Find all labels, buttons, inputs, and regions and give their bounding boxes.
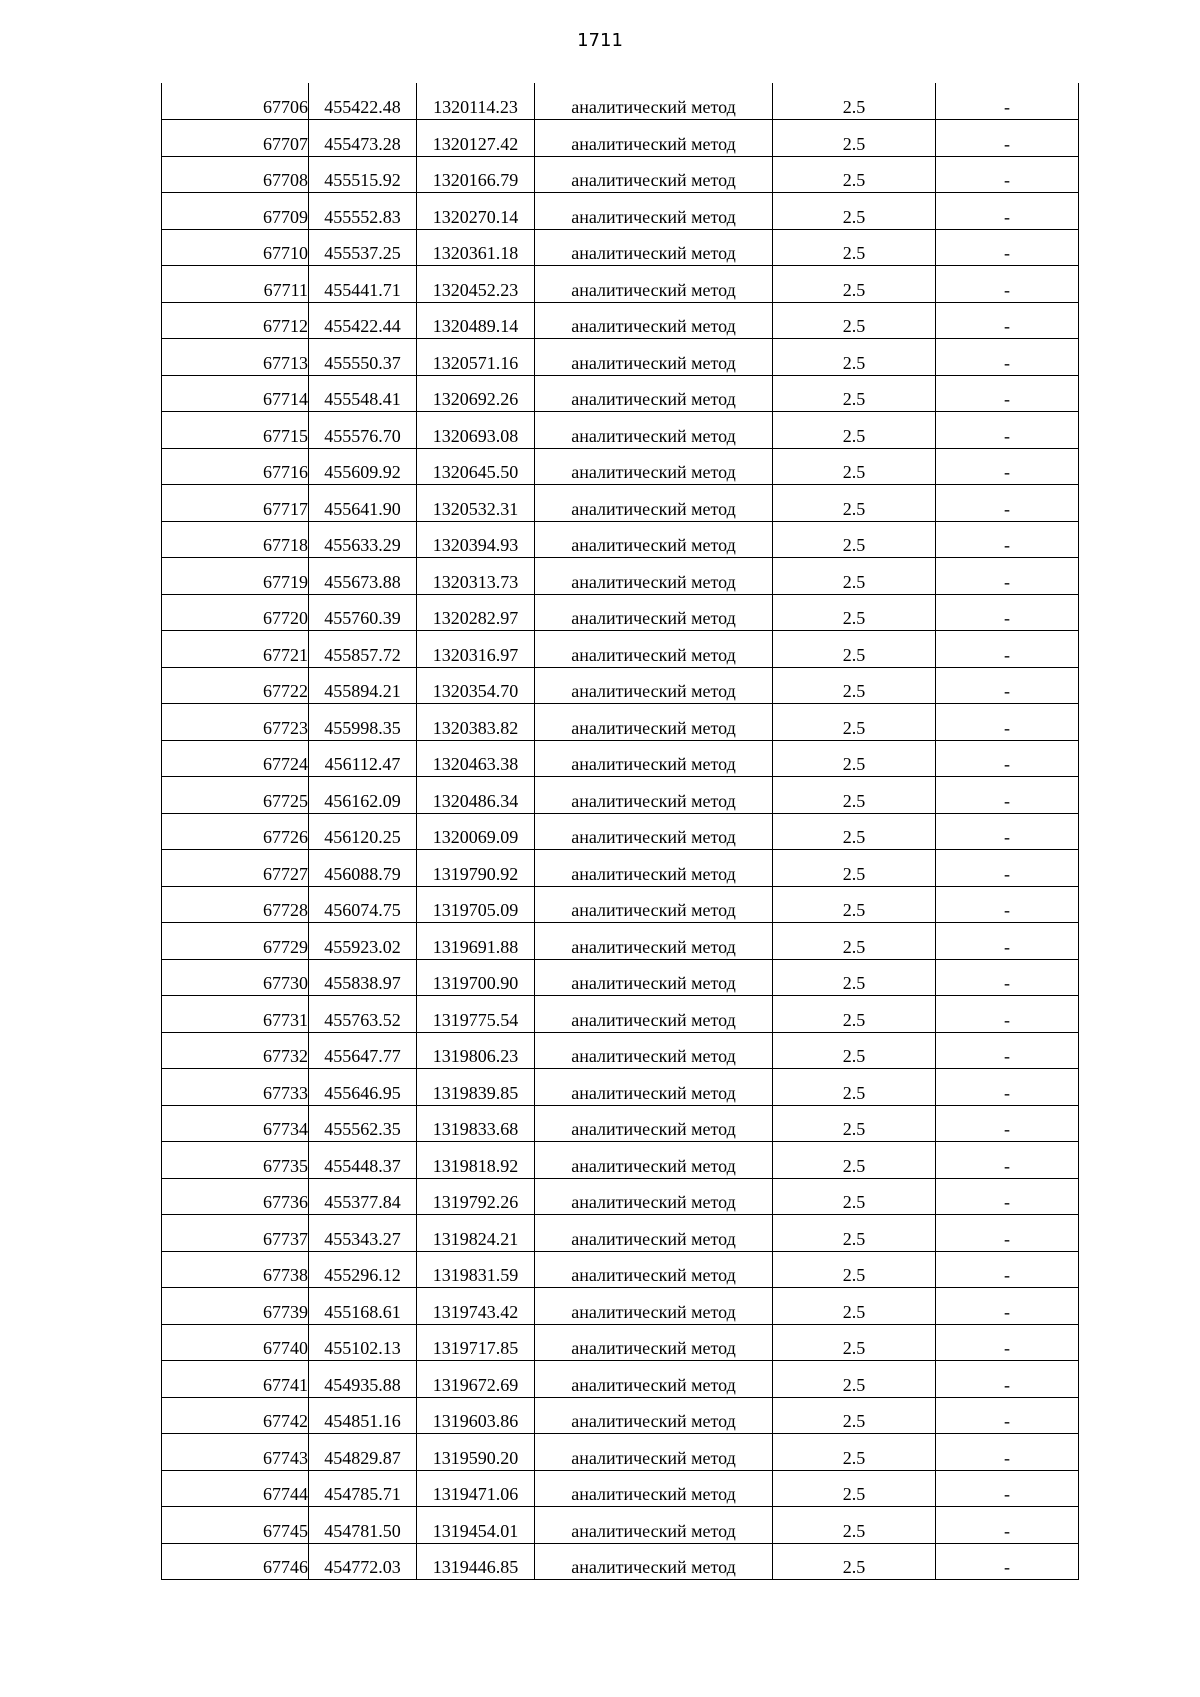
method-cell: аналитический метод	[535, 412, 773, 449]
accuracy-cell: 2.5	[773, 886, 936, 923]
note-cell: -	[936, 667, 1079, 704]
note-cell: -	[936, 594, 1079, 631]
method-cell: аналитический метод	[535, 1543, 773, 1580]
table-row	[162, 1105, 1079, 1142]
note-cell: -	[936, 631, 1079, 668]
note-cell: -	[936, 1470, 1079, 1507]
accuracy-cell: 2.5	[773, 1142, 936, 1179]
table-row	[162, 193, 1079, 230]
accuracy-cell: 2.5	[773, 704, 936, 741]
point-number-cell: 67728	[162, 886, 309, 923]
table-row	[162, 229, 1079, 266]
point-number-cell: 67711	[162, 266, 309, 303]
accuracy-cell: 2.5	[773, 1069, 936, 1106]
accuracy-cell: 2.5	[773, 996, 936, 1033]
y-coordinate-cell: 1319790.92	[417, 850, 535, 887]
table-row	[162, 1543, 1079, 1580]
table-row	[162, 1142, 1079, 1179]
table-row	[162, 886, 1079, 923]
method-cell: аналитический метод	[535, 667, 773, 704]
note-cell: -	[936, 1251, 1079, 1288]
y-coordinate-cell: 1320571.16	[417, 339, 535, 376]
y-coordinate-cell: 1320354.70	[417, 667, 535, 704]
note-cell: -	[936, 1361, 1079, 1398]
y-coordinate-cell: 1320489.14	[417, 302, 535, 339]
method-cell: аналитический метод	[535, 1288, 773, 1325]
note-cell: -	[936, 850, 1079, 887]
accuracy-cell: 2.5	[773, 120, 936, 157]
table-row	[162, 375, 1079, 412]
point-number-cell: 67737	[162, 1215, 309, 1252]
note-cell: -	[936, 485, 1079, 522]
note-cell: -	[936, 886, 1079, 923]
x-coordinate-cell: 455102.13	[309, 1324, 417, 1361]
x-coordinate-cell: 455673.88	[309, 558, 417, 595]
accuracy-cell: 2.5	[773, 813, 936, 850]
accuracy-cell: 2.5	[773, 1361, 936, 1398]
method-cell: аналитический метод	[535, 777, 773, 814]
accuracy-cell: 2.5	[773, 375, 936, 412]
accuracy-cell: 2.5	[773, 631, 936, 668]
y-coordinate-cell: 1320452.23	[417, 266, 535, 303]
method-cell: аналитический метод	[535, 1178, 773, 1215]
x-coordinate-cell: 456088.79	[309, 850, 417, 887]
method-cell: аналитический метод	[535, 631, 773, 668]
method-cell: аналитический метод	[535, 558, 773, 595]
table-row	[162, 558, 1079, 595]
y-coordinate-cell: 1320114.23	[417, 83, 535, 120]
y-coordinate-cell: 1319775.54	[417, 996, 535, 1033]
accuracy-cell: 2.5	[773, 1178, 936, 1215]
table-row	[162, 521, 1079, 558]
accuracy-cell: 2.5	[773, 266, 936, 303]
x-coordinate-cell: 454781.50	[309, 1507, 417, 1544]
point-number-cell: 67726	[162, 813, 309, 850]
note-cell: -	[936, 83, 1079, 120]
method-cell: аналитический метод	[535, 1507, 773, 1544]
y-coordinate-cell: 1319705.09	[417, 886, 535, 923]
y-coordinate-cell: 1320486.34	[417, 777, 535, 814]
note-cell: -	[936, 1215, 1079, 1252]
method-cell: аналитический метод	[535, 302, 773, 339]
accuracy-cell: 2.5	[773, 1105, 936, 1142]
accuracy-cell: 2.5	[773, 850, 936, 887]
method-cell: аналитический метод	[535, 448, 773, 485]
method-cell: аналитический метод	[535, 83, 773, 120]
point-number-cell: 67735	[162, 1142, 309, 1179]
point-number-cell: 67708	[162, 156, 309, 193]
y-coordinate-cell: 1319590.20	[417, 1434, 535, 1471]
point-number-cell: 67720	[162, 594, 309, 631]
table-row	[162, 1069, 1079, 1106]
point-number-cell: 67736	[162, 1178, 309, 1215]
x-coordinate-cell: 454851.16	[309, 1397, 417, 1434]
y-coordinate-cell: 1319471.06	[417, 1470, 535, 1507]
method-cell: аналитический метод	[535, 229, 773, 266]
point-number-cell: 67714	[162, 375, 309, 412]
accuracy-cell: 2.5	[773, 412, 936, 449]
table-row	[162, 302, 1079, 339]
y-coordinate-cell: 1320693.08	[417, 412, 535, 449]
x-coordinate-cell: 455562.35	[309, 1105, 417, 1142]
table-row	[162, 959, 1079, 996]
table-row	[162, 1397, 1079, 1434]
x-coordinate-cell: 455641.90	[309, 485, 417, 522]
accuracy-cell: 2.5	[773, 302, 936, 339]
accuracy-cell: 2.5	[773, 229, 936, 266]
method-cell: аналитический метод	[535, 485, 773, 522]
method-cell: аналитический метод	[535, 521, 773, 558]
table-row	[162, 777, 1079, 814]
x-coordinate-cell: 455550.37	[309, 339, 417, 376]
x-coordinate-cell: 454935.88	[309, 1361, 417, 1398]
accuracy-cell: 2.5	[773, 83, 936, 120]
x-coordinate-cell: 455448.37	[309, 1142, 417, 1179]
method-cell: аналитический метод	[535, 1032, 773, 1069]
note-cell: -	[936, 1178, 1079, 1215]
table-row	[162, 83, 1079, 120]
accuracy-cell: 2.5	[773, 594, 936, 631]
x-coordinate-cell: 455296.12	[309, 1251, 417, 1288]
point-number-cell: 67738	[162, 1251, 309, 1288]
accuracy-cell: 2.5	[773, 193, 936, 230]
accuracy-cell: 2.5	[773, 558, 936, 595]
y-coordinate-cell: 1320166.79	[417, 156, 535, 193]
table-row	[162, 1288, 1079, 1325]
note-cell: -	[936, 1105, 1079, 1142]
note-cell: -	[936, 120, 1079, 157]
y-coordinate-cell: 1319454.01	[417, 1507, 535, 1544]
point-number-cell: 67712	[162, 302, 309, 339]
x-coordinate-cell: 455633.29	[309, 521, 417, 558]
table-row	[162, 485, 1079, 522]
point-number-cell: 67741	[162, 1361, 309, 1398]
table-row	[162, 594, 1079, 631]
method-cell: аналитический метод	[535, 594, 773, 631]
method-cell: аналитический метод	[535, 886, 773, 923]
x-coordinate-cell: 455646.95	[309, 1069, 417, 1106]
coordinates-table	[161, 83, 1079, 1580]
note-cell: -	[936, 1032, 1079, 1069]
method-cell: аналитический метод	[535, 375, 773, 412]
y-coordinate-cell: 1320069.09	[417, 813, 535, 850]
point-number-cell: 67730	[162, 959, 309, 996]
y-coordinate-cell: 1320394.93	[417, 521, 535, 558]
method-cell: аналитический метод	[535, 120, 773, 157]
y-coordinate-cell: 1320361.18	[417, 229, 535, 266]
accuracy-cell: 2.5	[773, 1251, 936, 1288]
note-cell: -	[936, 1142, 1079, 1179]
accuracy-cell: 2.5	[773, 667, 936, 704]
y-coordinate-cell: 1320313.73	[417, 558, 535, 595]
point-number-cell: 67724	[162, 740, 309, 777]
point-number-cell: 67733	[162, 1069, 309, 1106]
point-number-cell: 67732	[162, 1032, 309, 1069]
method-cell: аналитический метод	[535, 1215, 773, 1252]
note-cell: -	[936, 740, 1079, 777]
table-row	[162, 813, 1079, 850]
accuracy-cell: 2.5	[773, 1032, 936, 1069]
method-cell: аналитический метод	[535, 193, 773, 230]
note-cell: -	[936, 704, 1079, 741]
point-number-cell: 67739	[162, 1288, 309, 1325]
table-row	[162, 156, 1079, 193]
table-row	[162, 996, 1079, 1033]
table-row	[162, 740, 1079, 777]
x-coordinate-cell: 455647.77	[309, 1032, 417, 1069]
point-number-cell: 67727	[162, 850, 309, 887]
method-cell: аналитический метод	[535, 266, 773, 303]
note-cell: -	[936, 1069, 1079, 1106]
x-coordinate-cell: 454772.03	[309, 1543, 417, 1580]
method-cell: аналитический метод	[535, 959, 773, 996]
x-coordinate-cell: 456162.09	[309, 777, 417, 814]
table-row	[162, 1251, 1079, 1288]
x-coordinate-cell: 455923.02	[309, 923, 417, 960]
table-row	[162, 412, 1079, 449]
method-cell: аналитический метод	[535, 1142, 773, 1179]
note-cell: -	[936, 266, 1079, 303]
accuracy-cell: 2.5	[773, 1470, 936, 1507]
method-cell: аналитический метод	[535, 704, 773, 741]
y-coordinate-cell: 1320282.97	[417, 594, 535, 631]
point-number-cell: 67716	[162, 448, 309, 485]
x-coordinate-cell: 455894.21	[309, 667, 417, 704]
x-coordinate-cell: 455473.28	[309, 120, 417, 157]
note-cell: -	[936, 339, 1079, 376]
method-cell: аналитический метод	[535, 923, 773, 960]
method-cell: аналитический метод	[535, 156, 773, 193]
y-coordinate-cell: 1319824.21	[417, 1215, 535, 1252]
note-cell: -	[936, 448, 1079, 485]
table-row	[162, 631, 1079, 668]
method-cell: аналитический метод	[535, 1361, 773, 1398]
y-coordinate-cell: 1320383.82	[417, 704, 535, 741]
y-coordinate-cell: 1320463.38	[417, 740, 535, 777]
coordinates-table-body	[162, 83, 1079, 1580]
accuracy-cell: 2.5	[773, 1543, 936, 1580]
x-coordinate-cell: 456074.75	[309, 886, 417, 923]
page-number: 1711	[577, 30, 623, 51]
accuracy-cell: 2.5	[773, 521, 936, 558]
note-cell: -	[936, 1324, 1079, 1361]
note-cell: -	[936, 558, 1079, 595]
y-coordinate-cell: 1319806.23	[417, 1032, 535, 1069]
x-coordinate-cell: 455537.25	[309, 229, 417, 266]
method-cell: аналитический метод	[535, 850, 773, 887]
table-row	[162, 1434, 1079, 1471]
x-coordinate-cell: 455998.35	[309, 704, 417, 741]
y-coordinate-cell: 1319818.92	[417, 1142, 535, 1179]
y-coordinate-cell: 1320692.26	[417, 375, 535, 412]
accuracy-cell: 2.5	[773, 1288, 936, 1325]
y-coordinate-cell: 1319743.42	[417, 1288, 535, 1325]
x-coordinate-cell: 455838.97	[309, 959, 417, 996]
y-coordinate-cell: 1319833.68	[417, 1105, 535, 1142]
note-cell: -	[936, 923, 1079, 960]
point-number-cell: 67721	[162, 631, 309, 668]
method-cell: аналитический метод	[535, 1434, 773, 1471]
method-cell: аналитический метод	[535, 1324, 773, 1361]
accuracy-cell: 2.5	[773, 1434, 936, 1471]
x-coordinate-cell: 455422.48	[309, 83, 417, 120]
point-number-cell: 67715	[162, 412, 309, 449]
x-coordinate-cell: 454785.71	[309, 1470, 417, 1507]
accuracy-cell: 2.5	[773, 448, 936, 485]
point-number-cell: 67729	[162, 923, 309, 960]
y-coordinate-cell: 1319792.26	[417, 1178, 535, 1215]
point-number-cell: 67723	[162, 704, 309, 741]
point-number-cell: 67745	[162, 1507, 309, 1544]
y-coordinate-cell: 1319700.90	[417, 959, 535, 996]
method-cell: аналитический метод	[535, 996, 773, 1033]
x-coordinate-cell: 455760.39	[309, 594, 417, 631]
x-coordinate-cell: 455763.52	[309, 996, 417, 1033]
note-cell: -	[936, 813, 1079, 850]
method-cell: аналитический метод	[535, 1069, 773, 1106]
accuracy-cell: 2.5	[773, 485, 936, 522]
x-coordinate-cell: 455343.27	[309, 1215, 417, 1252]
accuracy-cell: 2.5	[773, 1324, 936, 1361]
table-row	[162, 923, 1079, 960]
x-coordinate-cell: 455609.92	[309, 448, 417, 485]
accuracy-cell: 2.5	[773, 740, 936, 777]
point-number-cell: 67718	[162, 521, 309, 558]
x-coordinate-cell: 455576.70	[309, 412, 417, 449]
note-cell: -	[936, 1434, 1079, 1471]
y-coordinate-cell: 1319839.85	[417, 1069, 535, 1106]
x-coordinate-cell: 455168.61	[309, 1288, 417, 1325]
table-row	[162, 120, 1079, 157]
note-cell: -	[936, 193, 1079, 230]
note-cell: -	[936, 777, 1079, 814]
method-cell: аналитический метод	[535, 740, 773, 777]
accuracy-cell: 2.5	[773, 959, 936, 996]
accuracy-cell: 2.5	[773, 339, 936, 376]
point-number-cell: 67731	[162, 996, 309, 1033]
table-row	[162, 850, 1079, 887]
note-cell: -	[936, 302, 1079, 339]
y-coordinate-cell: 1319446.85	[417, 1543, 535, 1580]
table-row	[162, 1470, 1079, 1507]
method-cell: аналитический метод	[535, 813, 773, 850]
table-row	[162, 339, 1079, 376]
x-coordinate-cell: 455857.72	[309, 631, 417, 668]
point-number-cell: 67725	[162, 777, 309, 814]
point-number-cell: 67742	[162, 1397, 309, 1434]
note-cell: -	[936, 1543, 1079, 1580]
y-coordinate-cell: 1319717.85	[417, 1324, 535, 1361]
point-number-cell: 67709	[162, 193, 309, 230]
method-cell: аналитический метод	[535, 1470, 773, 1507]
table-row	[162, 1032, 1079, 1069]
x-coordinate-cell: 454829.87	[309, 1434, 417, 1471]
point-number-cell: 67746	[162, 1543, 309, 1580]
x-coordinate-cell: 455441.71	[309, 266, 417, 303]
point-number-cell: 67707	[162, 120, 309, 157]
table-row	[162, 1178, 1079, 1215]
y-coordinate-cell: 1319691.88	[417, 923, 535, 960]
accuracy-cell: 2.5	[773, 777, 936, 814]
note-cell: -	[936, 229, 1079, 266]
note-cell: -	[936, 1507, 1079, 1544]
note-cell: -	[936, 375, 1079, 412]
x-coordinate-cell: 455548.41	[309, 375, 417, 412]
method-cell: аналитический метод	[535, 1251, 773, 1288]
x-coordinate-cell: 455377.84	[309, 1178, 417, 1215]
note-cell: -	[936, 521, 1079, 558]
y-coordinate-cell: 1319603.86	[417, 1397, 535, 1434]
note-cell: -	[936, 412, 1079, 449]
point-number-cell: 67719	[162, 558, 309, 595]
point-number-cell: 67734	[162, 1105, 309, 1142]
x-coordinate-cell: 456120.25	[309, 813, 417, 850]
method-cell: аналитический метод	[535, 339, 773, 376]
accuracy-cell: 2.5	[773, 1397, 936, 1434]
method-cell: аналитический метод	[535, 1397, 773, 1434]
point-number-cell: 67743	[162, 1434, 309, 1471]
point-number-cell: 67744	[162, 1470, 309, 1507]
note-cell: -	[936, 1288, 1079, 1325]
point-number-cell: 67713	[162, 339, 309, 376]
y-coordinate-cell: 1320316.97	[417, 631, 535, 668]
x-coordinate-cell: 455515.92	[309, 156, 417, 193]
table-row	[162, 667, 1079, 704]
table-row	[162, 266, 1079, 303]
note-cell: -	[936, 996, 1079, 1033]
x-coordinate-cell: 455552.83	[309, 193, 417, 230]
y-coordinate-cell: 1319672.69	[417, 1361, 535, 1398]
y-coordinate-cell: 1320645.50	[417, 448, 535, 485]
y-coordinate-cell: 1319831.59	[417, 1251, 535, 1288]
y-coordinate-cell: 1320270.14	[417, 193, 535, 230]
table-row	[162, 448, 1079, 485]
point-number-cell: 67706	[162, 83, 309, 120]
table-row	[162, 1215, 1079, 1252]
accuracy-cell: 2.5	[773, 1507, 936, 1544]
point-number-cell: 67717	[162, 485, 309, 522]
point-number-cell: 67722	[162, 667, 309, 704]
table-row	[162, 704, 1079, 741]
accuracy-cell: 2.5	[773, 923, 936, 960]
y-coordinate-cell: 1320532.31	[417, 485, 535, 522]
x-coordinate-cell: 456112.47	[309, 740, 417, 777]
accuracy-cell: 2.5	[773, 156, 936, 193]
point-number-cell: 67740	[162, 1324, 309, 1361]
x-coordinate-cell: 455422.44	[309, 302, 417, 339]
table-row	[162, 1361, 1079, 1398]
note-cell: -	[936, 959, 1079, 996]
accuracy-cell: 2.5	[773, 1215, 936, 1252]
point-number-cell: 67710	[162, 229, 309, 266]
table-row	[162, 1324, 1079, 1361]
note-cell: -	[936, 156, 1079, 193]
y-coordinate-cell: 1320127.42	[417, 120, 535, 157]
table-row	[162, 1507, 1079, 1544]
method-cell: аналитический метод	[535, 1105, 773, 1142]
note-cell: -	[936, 1397, 1079, 1434]
